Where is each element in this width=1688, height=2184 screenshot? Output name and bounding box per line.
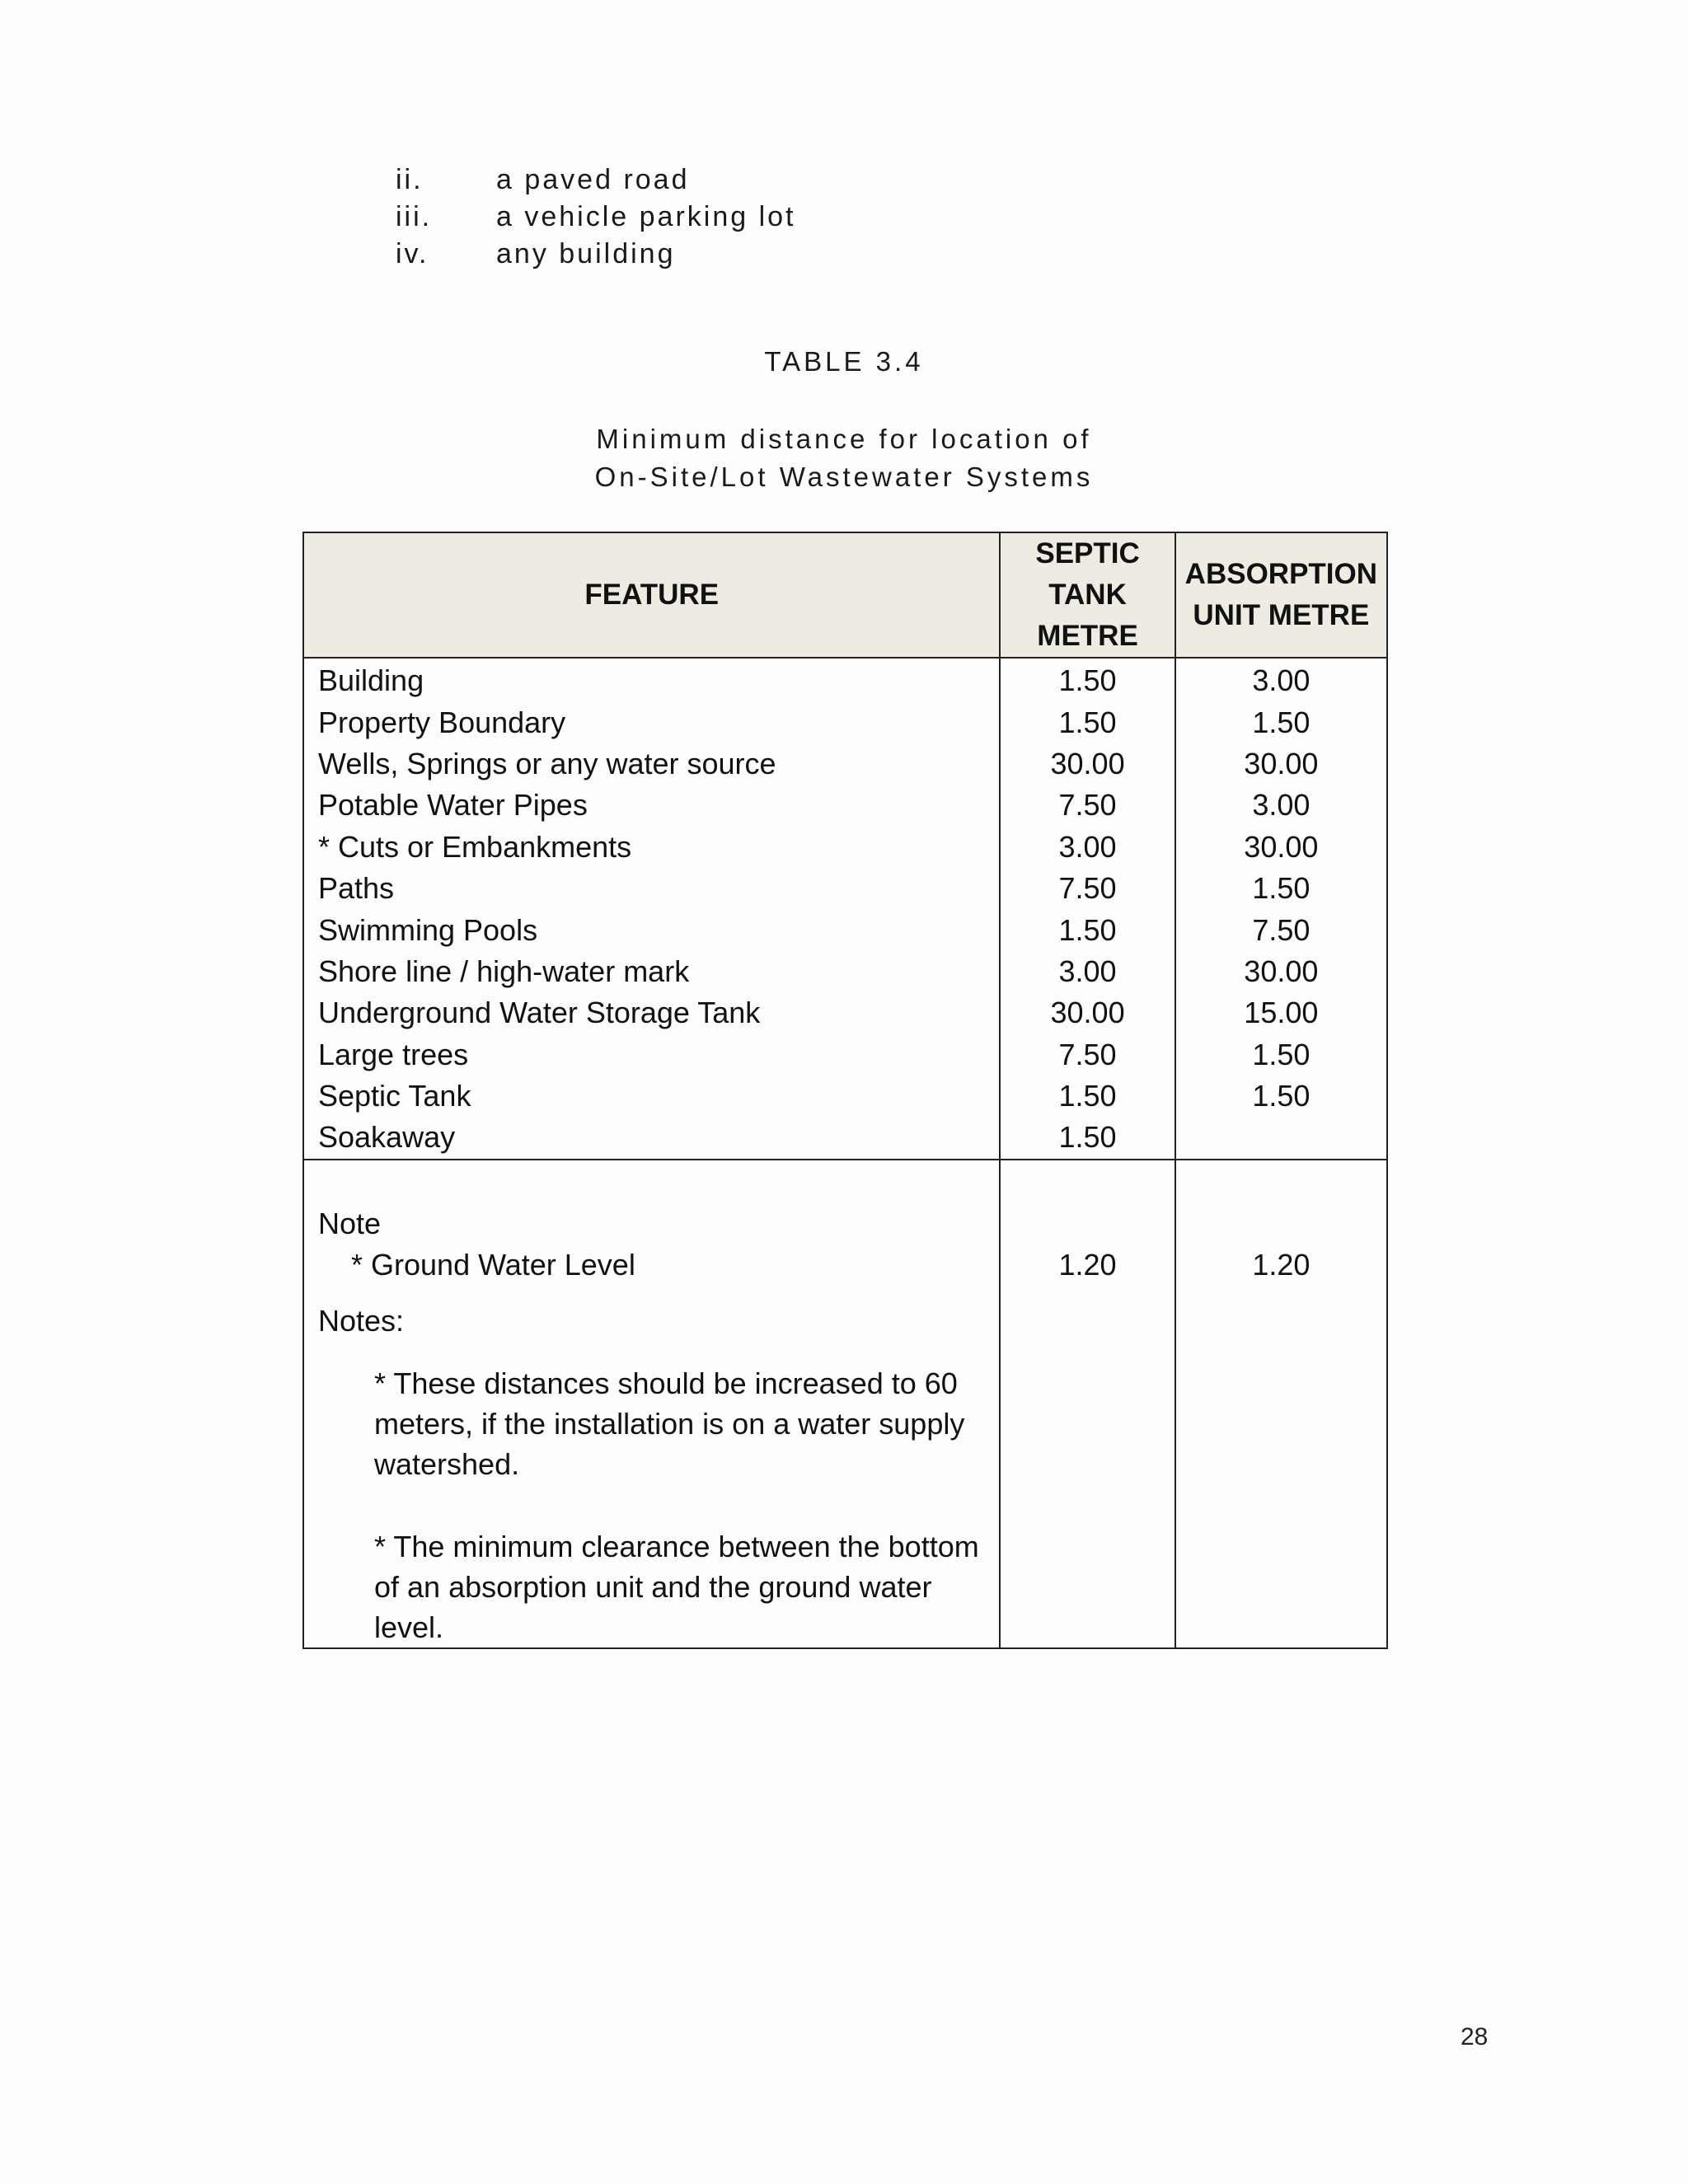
table-row [303, 658, 1387, 701]
table-row [303, 951, 1387, 992]
feature-cell: Potable Water Pipes [303, 785, 1000, 826]
table-row [303, 785, 1387, 826]
feature-cell: Building [303, 658, 1000, 701]
absorption-value-cell: 1.50 [1175, 868, 1387, 909]
table-row [303, 743, 1387, 785]
table-row [303, 992, 1387, 1033]
header-absorption-line: ABSORPTION [1184, 558, 1378, 590]
header-septic-tank [1000, 532, 1175, 658]
absorption-value-cell: 3.00 [1175, 658, 1387, 701]
header-septic-line: SEPTIC [1035, 537, 1140, 569]
feature-cell: Paths [303, 868, 1000, 909]
absorption-value-cell: 30.00 [1175, 827, 1387, 868]
absorption-value-cell: 30.00 [1175, 951, 1387, 992]
table-row [303, 827, 1387, 868]
list-numeral: ii. [396, 164, 424, 195]
caption-line-1: Minimum distance for location of [596, 424, 1092, 454]
absorption-value-cell: 30.00 [1175, 743, 1387, 785]
table-row [303, 868, 1387, 909]
list-item [396, 199, 796, 236]
absorption-value-cell: 3.00 [1175, 785, 1387, 826]
table-notes-section [303, 1160, 1387, 1648]
list-text: any building [496, 238, 676, 269]
table-caption [0, 420, 1688, 496]
feature-cell: Underground Water Storage Tank [303, 992, 1000, 1033]
list-text: a vehicle parking lot [496, 201, 796, 232]
septic-value-cell: 7.50 [1000, 785, 1175, 826]
note-absorption-value: 1.20 [1175, 1160, 1387, 1648]
notes-paragraph: * These distances should be increased to 60 meters, if the installation is on a water supply watershed. [374, 1366, 965, 1481]
table-row [303, 1076, 1387, 1117]
septic-value-cell: 1.50 [1000, 1117, 1175, 1159]
table-row [303, 909, 1387, 950]
distance-table [302, 532, 1388, 1649]
septic-value-cell: 3.00 [1000, 951, 1175, 992]
roman-numeral-list [396, 162, 796, 273]
header-absorption-line: UNIT METRE [1193, 599, 1370, 631]
list-item [396, 162, 796, 199]
header-feature: FEATURE [303, 532, 1000, 658]
table-row [303, 1117, 1387, 1159]
septic-value-cell: 30.00 [1000, 992, 1175, 1033]
feature-cell: Soakaway [303, 1117, 1000, 1159]
septic-value-cell: 1.50 [1000, 701, 1175, 743]
header-septic-line: TANK [1048, 579, 1127, 611]
feature-cell: Large trees [303, 1034, 1000, 1076]
absorption-value-cell: 15.00 [1175, 992, 1387, 1033]
note-septic-value: 1.20 [1000, 1160, 1175, 1648]
septic-value-cell: 1.50 [1000, 658, 1175, 701]
table-header-row [303, 532, 1387, 658]
absorption-value-cell: 1.50 [1175, 1076, 1387, 1117]
list-numeral: iii. [396, 201, 433, 232]
table-row [303, 701, 1387, 743]
feature-cell: Septic Tank [303, 1076, 1000, 1117]
absorption-value-cell: 7.50 [1175, 909, 1387, 950]
list-text: a paved road [496, 164, 690, 195]
table-number: TABLE 3.4 [764, 346, 924, 377]
absorption-value-cell: 1.50 [1175, 701, 1387, 743]
note-ground-water-level: * Ground Water Level [351, 1247, 635, 1282]
page-number: 28 [1461, 2023, 1489, 2050]
table-row [303, 1034, 1387, 1076]
septic-value-cell: 7.50 [1000, 1034, 1175, 1076]
table-body [303, 658, 1387, 1160]
list-numeral: iv. [396, 238, 429, 269]
feature-cell: Swimming Pools [303, 909, 1000, 950]
absorption-value-cell [1175, 1117, 1387, 1159]
septic-value-cell: 30.00 [1000, 743, 1175, 785]
feature-cell: Wells, Springs or any water source [303, 743, 1000, 785]
caption-line-2: On-Site/Lot Wastewater Systems [594, 462, 1094, 492]
notes-heading: Notes: [318, 1303, 405, 1338]
notes-paragraph: * The minimum clearance between the bottom of an absorption unit and the ground water level. [374, 1529, 979, 1644]
note-heading: Note [318, 1206, 382, 1240]
header-absorption-unit [1175, 532, 1387, 658]
feature-cell: Shore line / high-water mark [303, 951, 1000, 992]
septic-value-cell: 1.50 [1000, 909, 1175, 950]
header-septic-line: METRE [1037, 620, 1138, 652]
septic-value-cell: 3.00 [1000, 827, 1175, 868]
notes-cell [303, 1160, 1000, 1648]
septic-value-cell: 1.50 [1000, 1076, 1175, 1117]
feature-cell: * Cuts or Embankments [303, 827, 1000, 868]
feature-cell: Property Boundary [303, 701, 1000, 743]
septic-value-cell: 7.50 [1000, 868, 1175, 909]
list-item [396, 236, 796, 273]
notes-row [303, 1160, 1387, 1648]
absorption-value-cell: 1.50 [1175, 1034, 1387, 1076]
